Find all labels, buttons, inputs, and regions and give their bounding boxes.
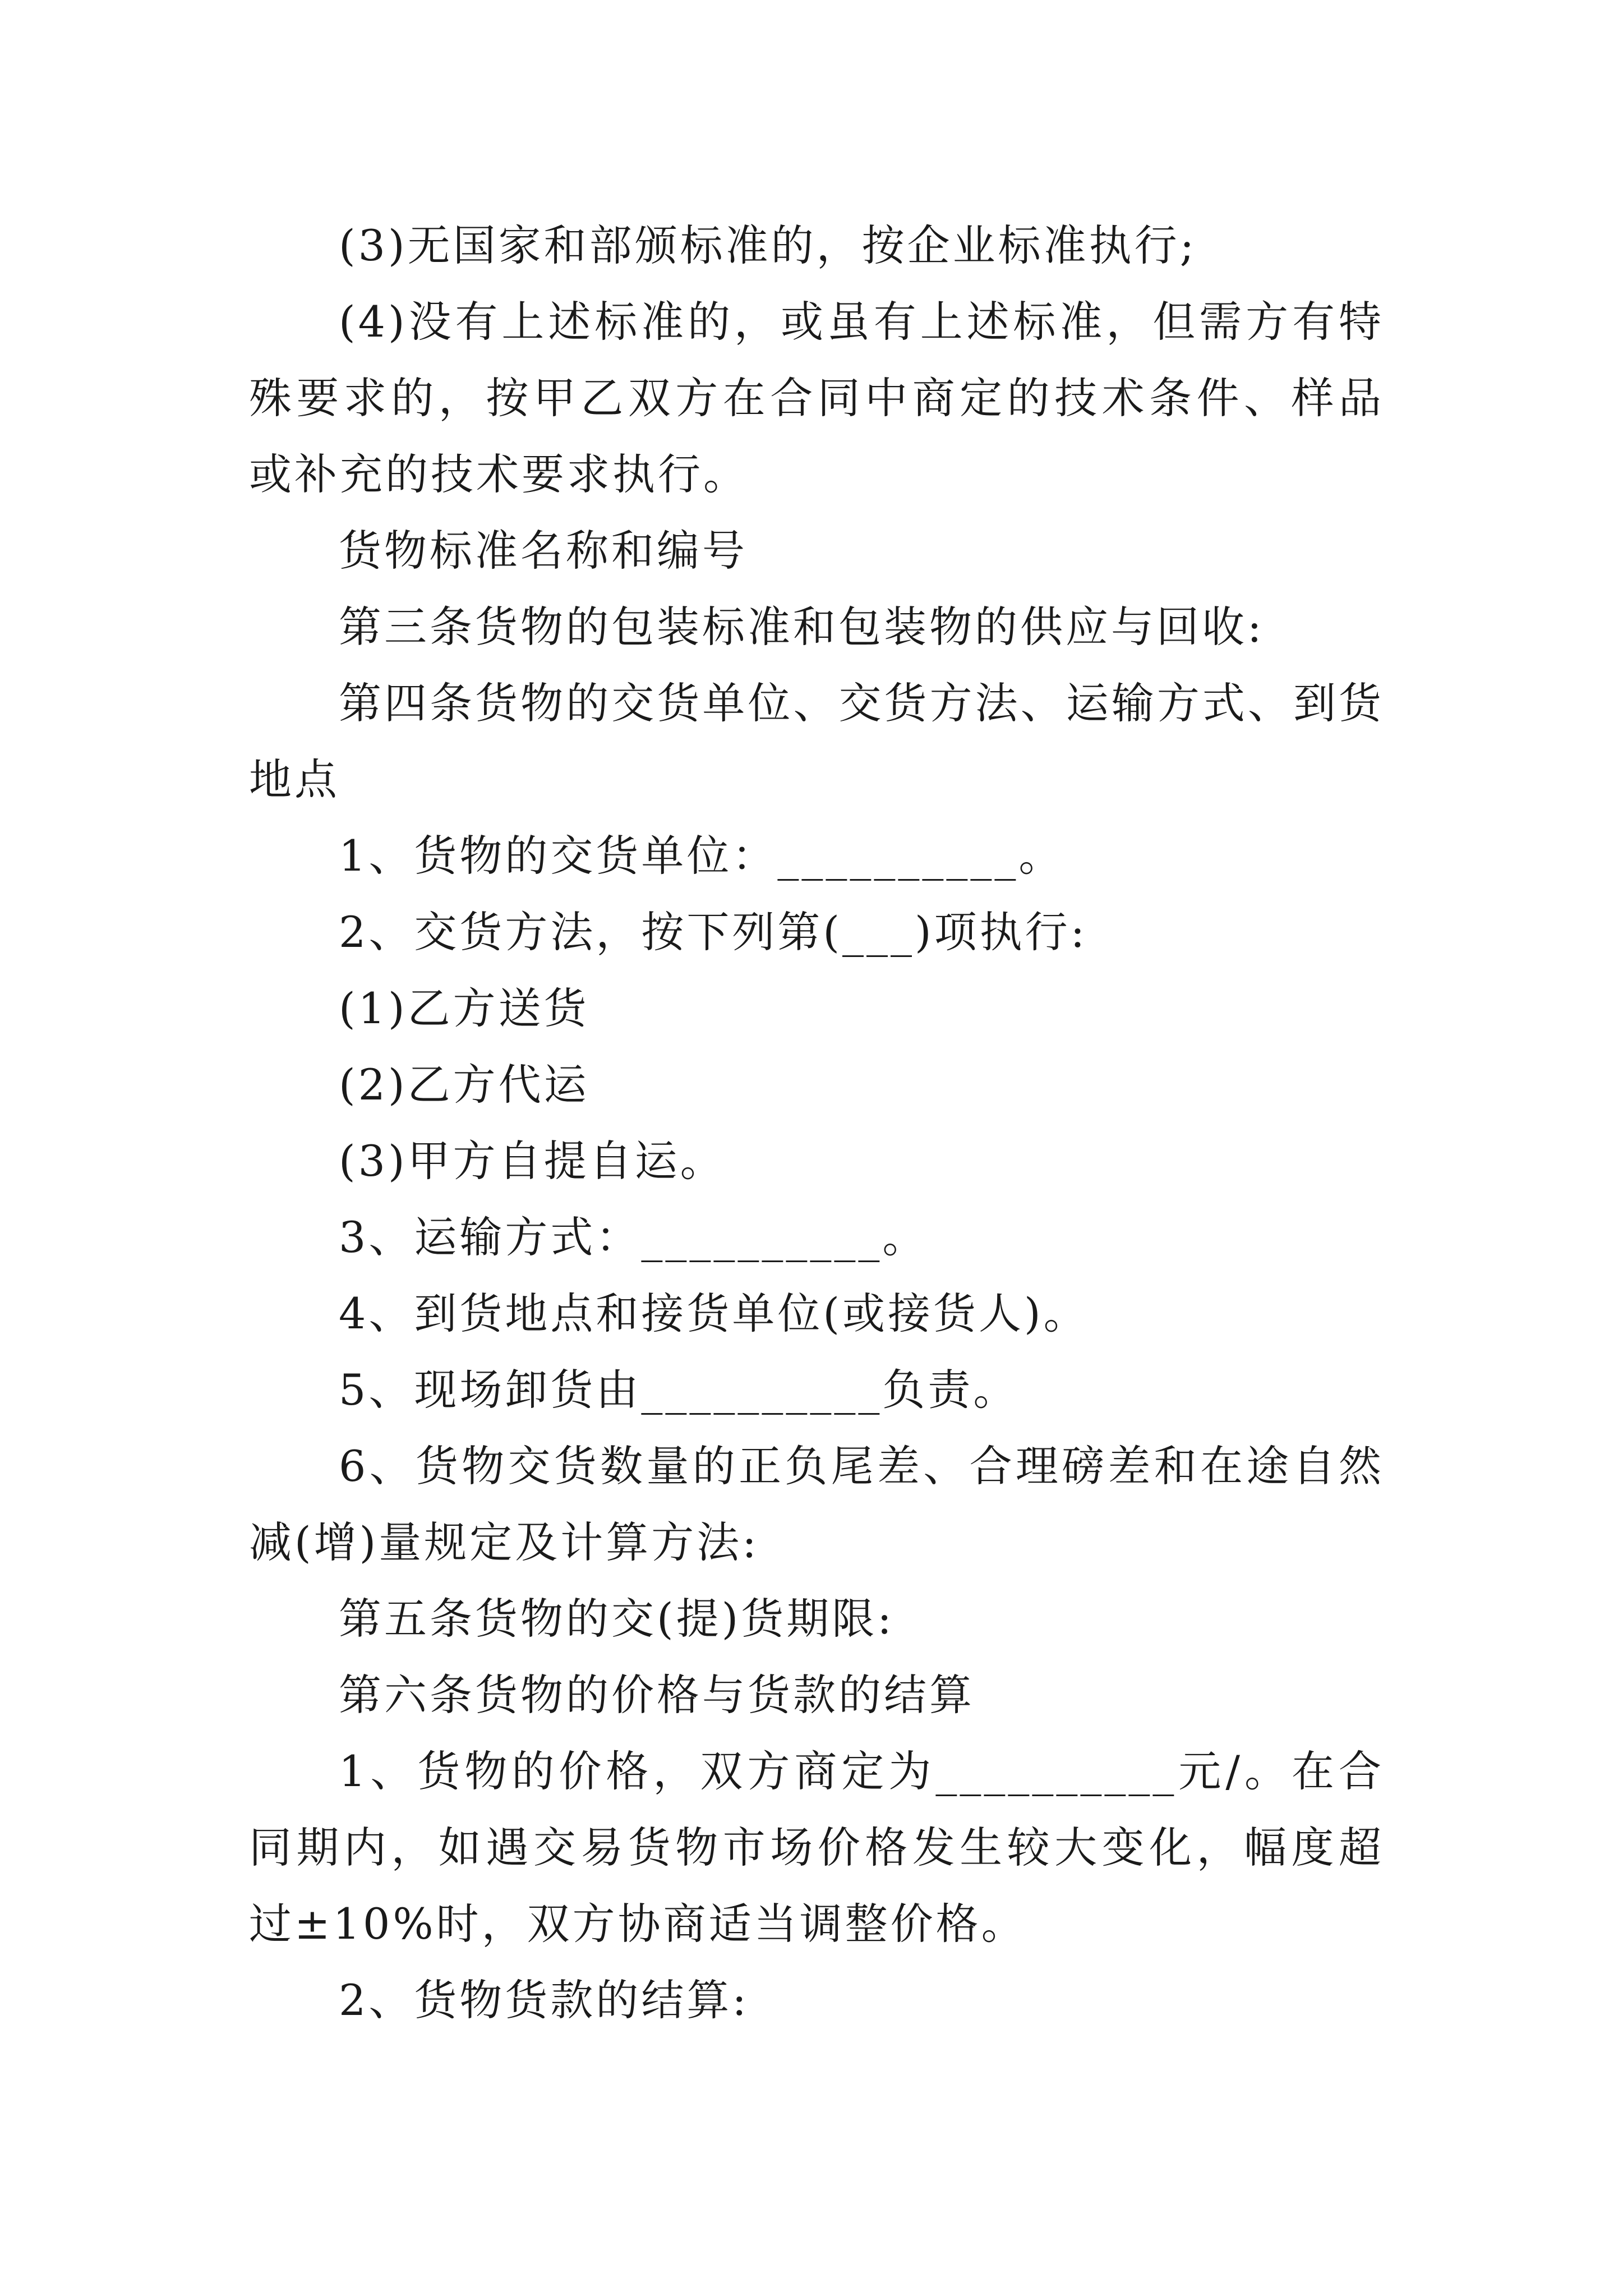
paragraph-delivery-method: 2、交货方法，按下列第(___)项执行: xyxy=(339,907,1088,957)
paragraph-price: 1、货物的价格，双方商定为__________元/。在合同期内，如遇交易货物市场价格发生较大变化，幅度超过±10%时，双方协商适当调整价格。 xyxy=(249,1746,1384,1949)
paragraph-transport-mode: 3、运输方式：__________。 xyxy=(339,1212,928,1262)
paragraph-method-option-1: (1)乙方送货 xyxy=(339,983,589,1033)
document-body xyxy=(249,208,1384,2039)
paragraph-standard-name: 货物标准名称和编号 xyxy=(339,526,748,576)
paragraph-article-5: 第五条货物的交(提)货期限: xyxy=(339,1594,895,1644)
paragraph-article-6: 第六条货物的价格与货款的结算 xyxy=(339,1670,975,1720)
paragraph-standard-4: (4)没有上述标准的，或虽有上述标准，但需方有特殊要求的，按甲乙双方在合同中商定的技术条件、样品或补充的技术要求执行。 xyxy=(249,297,1384,499)
paragraph-method-option-2: (2)乙方代运 xyxy=(339,1060,589,1110)
paragraph-method-option-3: (3)甲方自提自运。 xyxy=(339,1136,726,1186)
paragraph-arrival-location: 4、到货地点和接货单位(或接货人)。 xyxy=(339,1289,1089,1338)
paragraph-settlement: 2、货物货款的结算: xyxy=(339,1975,749,2025)
paragraph-unloading: 5、现场卸货由__________负责。 xyxy=(339,1365,1019,1415)
paragraph-article-4: 第四条货物的交货单位、交货方法、运输方式、到货地点 xyxy=(249,678,1384,804)
paragraph-quantity-tolerance: 6、货物交货数量的正负尾差、合理磅差和在途自然减(增)量规定及计算方法: xyxy=(249,1441,1384,1567)
paragraph-article-3: 第三条货物的包装标准和包装物的供应与回收: xyxy=(339,602,1265,652)
paragraph-delivery-unit: 1、货物的交货单位：__________。 xyxy=(339,831,1064,881)
paragraph-standard-3: (3)无国家和部颁标准的，按企业标准执行; xyxy=(339,220,1197,270)
